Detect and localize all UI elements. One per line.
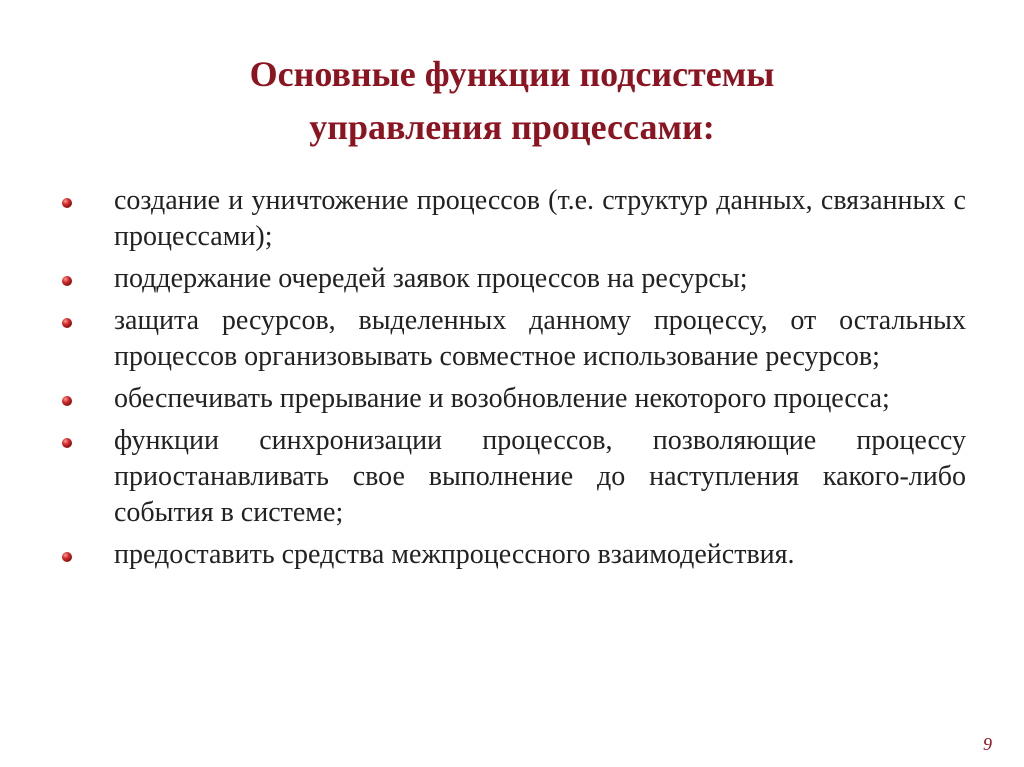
- red-sphere-bullet-icon: [62, 552, 72, 562]
- bullet-text: защита ресурсов, выделенных данному процессу, от остальных процессов организовывать совместное использование ресурсов;: [114, 305, 966, 372]
- bullet-item: [62, 261, 966, 297]
- red-sphere-bullet-icon: [62, 318, 72, 328]
- bullet-list: [62, 183, 966, 579]
- red-sphere-bullet-icon: [62, 438, 72, 448]
- bullet-text: обеспечивать прерывание и возобновление некоторого процесса;: [114, 383, 890, 414]
- bullet-text: создание и уничтожение процессов (т.е. структур данных, связанных с процессами);: [114, 185, 966, 252]
- red-sphere-bullet-icon: [62, 396, 72, 406]
- bullet-text: функции синхронизации процессов, позволяющие процессу приостанавливать свое выполнение до наступления какого-либо события в системе;: [114, 425, 966, 528]
- bullet-item: [62, 183, 966, 255]
- bullet-item: [62, 423, 966, 531]
- slide-title-line-2: управления процессами:: [309, 107, 715, 147]
- bullet-text: поддержание очередей заявок процессов на ресурсы;: [114, 263, 748, 294]
- bullet-text: предоставить средства межпроцессного взаимодействия.: [114, 539, 795, 570]
- slide-title: [0, 48, 1024, 154]
- red-sphere-bullet-icon: [62, 198, 72, 208]
- slide-title-line-1: Основные функции подсистемы: [249, 54, 775, 94]
- bullet-item: [62, 303, 966, 375]
- bullet-item: [62, 381, 966, 417]
- red-sphere-bullet-icon: [62, 276, 72, 286]
- bullet-item: [62, 537, 966, 573]
- page-number: 9: [983, 734, 992, 754]
